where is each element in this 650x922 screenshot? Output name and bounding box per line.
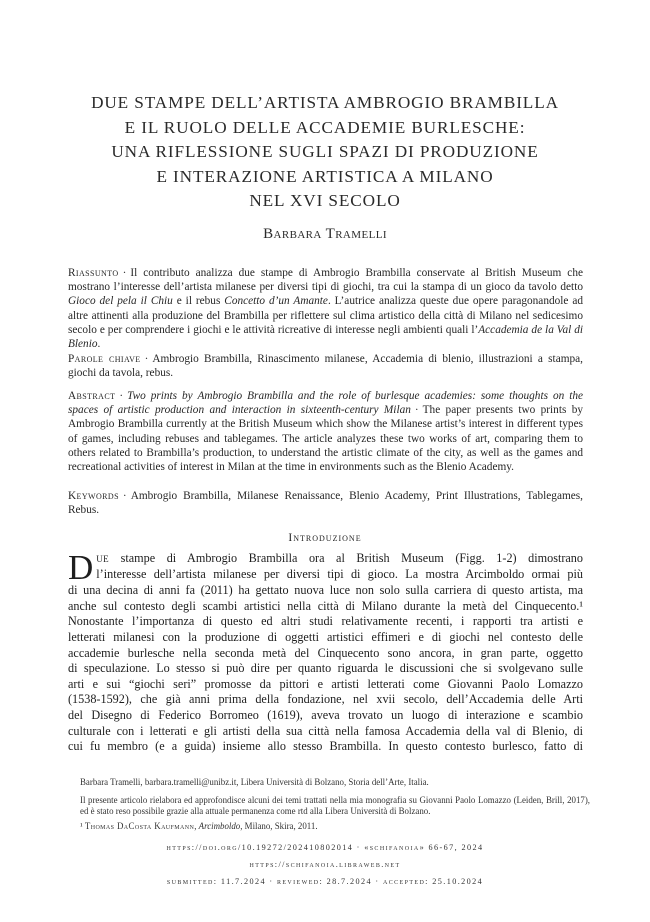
- riassunto-paragraph: [68, 266, 583, 351]
- abstract-title: Two prints by Ambrogio Brambilla and the role of burlesque academies: some thoughts on the spaces of artistic production and interaction in sixteenth-century Milan: [68, 390, 583, 417]
- separator: ·: [119, 390, 124, 402]
- body-line: arti e sui “giochi seri” promosse da pittori e artisti letterati come Giovanni Paolo Lomazzo: [68, 676, 583, 691]
- footnote-rest: , Milano, Skira, 2011.: [240, 821, 318, 831]
- body-line: [68, 551, 583, 567]
- first-word-rest: ue: [96, 551, 110, 565]
- title-line: E INTERAZIONE ARTISTICA A MILANO: [156, 166, 494, 186]
- section-heading: Introduzione: [288, 532, 362, 544]
- abstract-text: The paper presents two prints by Ambrogio Brambilla currently at the British Museum which show the Milanese artist’s interest in different types of games, including rebuses and tablegames. The article analyzes these two works of art, comparing them to others related to Brambilla’s production, to understand the artistic climate of the city, as well as the games and recreational activities of interest in Milan at the time in environments such as the Blenio Academy.: [68, 404, 584, 474]
- game-title: Gioco del pela il Chiu: [68, 295, 173, 308]
- body-line: accademie burlesche nella seconda metà del Cinquecento sono ancora, in gran parte, oggetto: [68, 645, 583, 660]
- footnote-1: ¹ Thomas DaCosta Kaufmann, Arcimboldo, Milano, Skira, 2011.: [80, 821, 318, 831]
- submission-dates: submitted: 11.7.2024 · reviewed: 28.7.2024 · accepted: 25.10.2024: [166, 877, 484, 886]
- body-line: Nonostante l’importanza di questo ed altri studi relativamente recenti, i rapporti tra artisti e: [68, 614, 583, 629]
- body-line: cui fu membro (e a guida) insieme allo stesso Brambilla. In questo contesto burlesco, fatto di: [68, 739, 583, 754]
- body-line: culturale con i letterati e gli artisti della sua città nella famosa Accademia della val di Blenio, di: [68, 723, 583, 738]
- body-line: di speculazione. Lo stesso si può dire per quanto riguarda le discussioni che si svolgevano sulle: [68, 661, 583, 676]
- author-name: Barbara Tramelli: [263, 226, 387, 242]
- separator: ·: [144, 353, 149, 365]
- riassunto-text: .: [97, 338, 101, 351]
- riassunto-label: Riassunto: [68, 267, 119, 279]
- abstract-paragraph: [68, 389, 583, 474]
- keywords-paragraph: [68, 489, 583, 517]
- parole-chiave-paragraph: [68, 352, 583, 380]
- riassunto-text: Il contributo analizza due stampe di Ambrogio Brambilla conservate al British Museum che mostrano l’interesse dell’artista milanese per diversi tipi di giochi, tra cui la stampa di un gioco da tavolo detto: [68, 267, 583, 294]
- article-note: Il presente articolo rielabora ed approfondisce alcuni dei temi trattati nella mia monografia su Giovanni Paolo Lomazzo (Leiden, Brill, 2017), ed è stato reso possibile grazie alla attuale permanenza come rtd alla Libera Università di Bolzano.: [80, 795, 590, 817]
- body-line: (1538-1592), che già anni prima della fondazione, nel xvii secolo, dell’Accademia delle Arti: [68, 692, 583, 707]
- separator: ·: [122, 267, 127, 279]
- body-line: l’interesse dell’artista milanese per diversi tipi di gioco. La mostra Arcimboldo ormai più: [96, 566, 583, 581]
- keywords-text: Ambrogio Brambilla, Milanese Renaissance, Blenio Academy, Print Illustrations, Tablegames, Rebus.: [68, 490, 583, 517]
- footnote-title: Arcimboldo: [198, 821, 241, 831]
- rebus-title: Concetto d’un Amante: [224, 295, 328, 308]
- separator: ·: [122, 490, 127, 502]
- affiliation-note: Barbara Tramelli, barbara.tramelli@unibz.it, Libera Università di Bolzano, Storia dell’Arte, Italia.: [80, 777, 429, 787]
- abstract-label: Abstract: [68, 390, 116, 402]
- title-line: UNA RIFLESSIONE SUGLI SPAZI DI PRODUZIONE: [111, 142, 539, 162]
- parole-chiave-text: Ambrogio Brambilla, Rinascimento milanese, Accademia di blenio, illustrazioni a stampa, giochi da tavola, rebus.: [68, 353, 583, 380]
- riassunto-text: e il rebus: [172, 295, 225, 308]
- body-line: anche sul contesto degli scambi artistici nella città di Milano durante la metà del Cinquecento.¹: [68, 598, 583, 613]
- separator: ·: [414, 404, 419, 417]
- footnote-author: Thomas DaCosta Kaufmann: [84, 821, 195, 831]
- riassunto-text: . L’autrice analizza queste due opere paragonandole ad altre attinenti alla produzione del Brambilla per riflettere sul clima artistico della città di Milano nel sedicesimo secolo e per comprendere i giochi e le attività ricreative di interesse negli ambienti quali l’: [68, 295, 584, 336]
- parole-chiave-label: Parole chiave: [68, 353, 141, 365]
- keywords-label: Keywords: [68, 490, 119, 502]
- body-text: [68, 548, 583, 755]
- academy-name: Accademia de la Val di Blenio: [68, 323, 583, 351]
- article-title: [40, 91, 610, 214]
- drop-cap: D: [68, 548, 94, 587]
- body-line: letterati milanesi con la produzione di oggetti artistici effimeri e di giochi nel contesto delle: [68, 629, 583, 644]
- title-line: NEL XVI SECOLO: [249, 191, 401, 211]
- body-line: di una decina di anni fa (2011) ha gettato nuova luce non solo sulla carriera di questo artista, ma: [68, 583, 583, 597]
- body-line: del Disegno di Federico Borromeo (1619), aveva trovato un luogo di interazione e scambio: [68, 708, 583, 723]
- doi-line: https://doi.org/10.19272/202410802014 · «schifanoia» 66-67, 2024: [166, 843, 484, 852]
- journal-url: https://schifanoia.libraweb.net: [249, 860, 401, 869]
- title-line: DUE STAMPE DELL’ARTISTA AMBROGIO BRAMBILLA: [91, 93, 559, 112]
- title-line: E IL RUOLO DELLE ACCADEMIE BURLESCHE:: [124, 117, 526, 137]
- footnote-number: ¹: [80, 821, 83, 831]
- body-line-text: stampe di Ambrogio Brambilla ora al British Museum (Figg. 1-2) dimostrano: [109, 551, 583, 565]
